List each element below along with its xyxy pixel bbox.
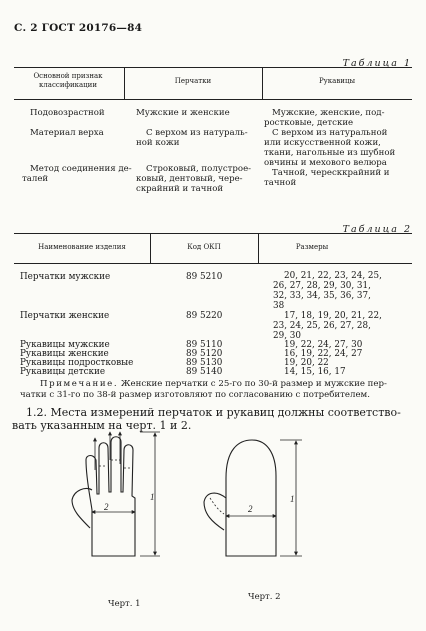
table1-row2-mittens-l1: С верхом из натуральной [272,128,388,138]
table1-row2-mittens-l3: ткани, нагольные из шубной [264,148,396,158]
table2-row4-code: 89 5120 [186,349,223,359]
table2-row2-code: 89 5220 [186,311,223,321]
table2-header-rule [14,263,412,264]
table2-row2-sizes-l3: 29, 30 [273,331,301,341]
table2-col-divider-2 [258,233,259,263]
figure2-caption: Черт. 2 [248,592,281,602]
table2-row4-sizes: 16, 19, 22, 24, 27 [284,349,363,359]
page-header: С. 2 ГОСТ 20176—84 [14,22,143,34]
table1-header-gloves: Перчатки [174,77,212,85]
table2-row5-code: 89 5130 [186,358,223,368]
table2-row1-code: 89 5210 [186,272,223,282]
table1-col-divider-1 [124,67,125,99]
table1-row3-feature-l2: талей [22,174,49,184]
glove-label-2: 2 [104,502,109,512]
table2-col-divider-1 [150,233,151,263]
table1-caption: Таблица 1 [342,58,412,69]
mitten-label-2: 2 [248,504,253,514]
table1-header-feature: Основной признак классификации [33,72,103,89]
table2-row3-code: 89 5110 [186,340,223,350]
glove-label-1: 1 [150,492,155,502]
table1-row2-gloves-l1: С верхом из натураль- [146,128,248,138]
table1-row1-mittens-l2: ростковые, детские [264,118,354,128]
table2-row6-name: Рукавицы детские [20,367,106,377]
table2-row2-name: Перчатки женские [20,311,110,321]
table2-note [20,379,414,400]
table2-row6-sizes: 14, 15, 16, 17 [284,367,346,377]
table1-row2-gloves-l2: ной кожи [136,138,180,148]
paragraph-line2: вать указанным на черт. 1 и 2. [12,419,192,432]
table2-row3-sizes: 19, 22, 24, 27, 30 [284,340,363,350]
table2-row1-name: Перчатки мужские [20,272,111,282]
table2-row3-name: Рукавицы мужские [20,340,110,350]
table1-row1-feature: Подовозрастной [30,108,105,118]
table1-row3-gloves-l3: скрайний и тачной [136,184,224,194]
table2-row1-sizes-l4: 38 [273,301,285,311]
table2-row4-name: Рукавицы женские [20,349,109,359]
table1-col-divider-2 [262,67,263,99]
table2-caption: Таблица 2 [342,224,412,235]
paragraph-line1: 1.2. Места измерений перчаток и рукавиц должны соответство- [26,406,401,419]
table2-row2-sizes-l2: 23, 24, 25, 26, 27, 28, [273,321,371,331]
table1-row1-mittens-l1: Мужские, женские, под- [272,108,385,118]
table2-row1-sizes-l1: 20, 21, 22, 23, 24, 25, [284,271,382,281]
table1-header-mittens: Рукавицы [318,77,356,85]
table1-row2-mittens-l2: или искусственной кожи, [264,138,381,148]
table2-header-code: Код ОКП [187,243,221,251]
table1-row3-mittens-l1: Тачной, чересккрайний и [272,168,390,178]
table2-row5-sizes: 19, 20, 22 [284,358,329,368]
figures-svg [0,430,426,610]
glove-drawing [72,437,135,556]
figure1-caption: Черт. 1 [108,599,141,609]
table2-row1-sizes-l2: 26, 27, 28, 29, 30, 31, [273,281,371,291]
table2-row6-code: 89 5140 [186,367,223,377]
note-line2: чатки с 31-го по 38-й размер изготовляют по согласованию с потребителем. [20,389,370,400]
paragraph-1-2 [12,406,416,432]
table1-row1-gloves: Мужские и женские [136,108,230,118]
table1-row2-feature: Материал верха [30,128,104,138]
table2-top-rule [14,233,412,234]
table1-row3-gloves-l2: ковый, дентовый, чере- [136,174,243,184]
table1-header-rule [14,99,412,100]
table1-top-rule [14,67,412,68]
table2-row5-name: Рукавицы подростковые [20,358,134,368]
table2-header-sizes: Размеры [295,243,329,251]
table1-row2-mittens-l4: овчины и мехового велюра [264,158,387,168]
glove-finger-stitches [99,460,132,468]
note-lead: Примечание. [40,379,119,389]
table1-row3-gloves-l1: Строковый, полустрое- [146,164,252,174]
table1-row3-mittens-l2: тачной [264,178,297,188]
table2-header-name: Наименование изделия [38,243,126,251]
table2-row2-sizes-l1: 17, 18, 19, 20, 21, 22, [284,311,382,321]
table2-row1-sizes-l3: 32, 33, 34, 35, 36, 37, [273,291,371,301]
mitten-drawing [204,440,276,556]
table1-row3-feature-l1: Метод соединения де- [30,164,132,174]
note-line1: Женские перчатки с 25-го по 30-й размер и мужские пер- [120,379,387,389]
mitten-label-1: 1 [290,494,295,504]
